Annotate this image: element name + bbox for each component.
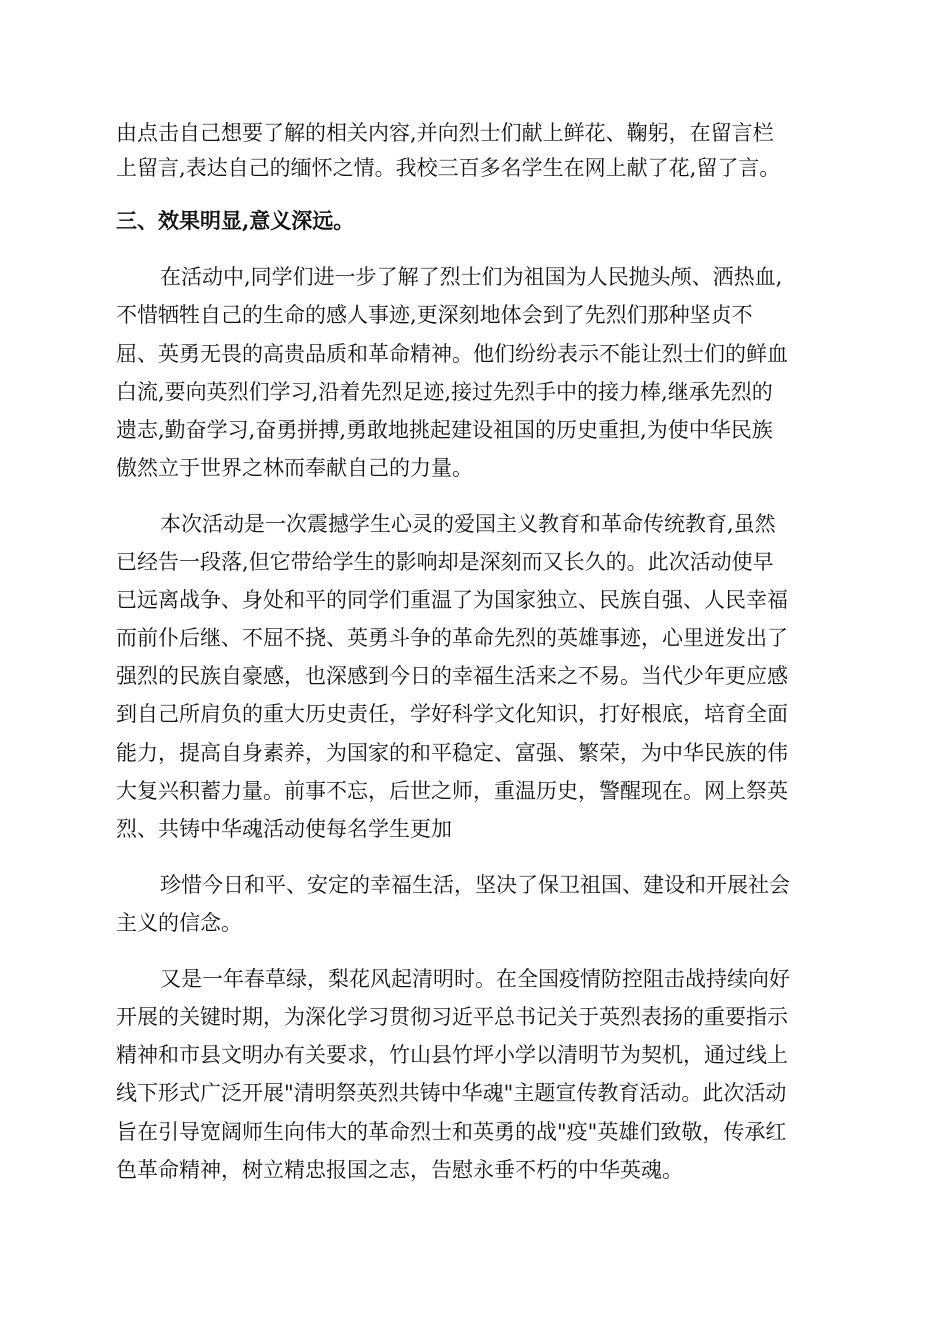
paragraph-line: 开展的关键时期，为深化学习贯彻习近平总书记关于英烈表扬的重要指示 bbox=[116, 1005, 788, 1029]
paragraph-line: 又是一年春草绿，梨花风起清明时。在全国疫情防控阻击战持续向好 bbox=[160, 967, 790, 991]
paragraph-line: 珍惜今日和平、安定的幸福生活，坚决了保卫祖国、建设和开展社会 bbox=[160, 873, 790, 897]
paragraph-line: 强烈的民族自豪感，也深感到今日的幸福生活来之不易。当代少年更应感 bbox=[116, 664, 788, 688]
paragraph-line: 白流,要向英烈们学习,沿着先烈足迹,接过先烈手中的接力棒,继承先烈的 bbox=[116, 380, 773, 404]
paragraph-line: 上留言,表达自己的缅怀之情。我校三百多名学生在网上献了花,留了言。 bbox=[116, 156, 781, 180]
paragraph-line: 而前仆后继、不屈不挠、英勇斗争的革命先烈的英雄事迹，心里迸发出了 bbox=[116, 626, 788, 650]
paragraph-line: 已远离战争、身处和平的同学们重温了为国家独立、民族自强、人民幸福 bbox=[116, 588, 788, 612]
paragraph-line: 能力，提高自身素养，为国家的和平稳定、富强、繁荣，为中华民族的伟 bbox=[116, 741, 788, 765]
paragraph-line: 不惜牺牲自己的生命的感人事迹,更深刻地体会到了先烈们那种坚贞不 bbox=[116, 303, 753, 327]
paragraph-line: 傲然立于世界之林而奉献自己的力量。 bbox=[116, 456, 473, 480]
paragraph-line: 线下形式广泛开展"清明祭英烈共铸中华魂"主题宣传教育活动。此次活动 bbox=[116, 1081, 787, 1105]
paragraph-line: 在活动中,同学们进一步了解了烈士们为祖国为人民抛头颅、洒热血, bbox=[160, 265, 783, 289]
paragraph-line: 本次活动是一次震撼学生心灵的爱国主义教育和革命传统教育,虽然 bbox=[160, 512, 776, 536]
paragraph-line: 由点击自己想要了解的相关内容,并向烈士们献上鲜花、鞠躬，在留言栏 bbox=[116, 121, 774, 145]
paragraph-line: 色革命精神，树立精忠报国之志，告慰永垂不朽的中华英魂。 bbox=[116, 1158, 683, 1182]
paragraph-line: 旨在引导宽阔师生向伟大的革命烈士和英勇的战"疫"英雄们致敬，传承红 bbox=[116, 1120, 787, 1144]
paragraph-line: 遗志,勤奋学习,奋勇拼搏,勇敢地挑起建设祖国的历史重担,为使中华民族 bbox=[116, 418, 773, 442]
paragraph-line: 精神和市县文明办有关要求，竹山县竹坪小学以清明节为契机，通过线上 bbox=[116, 1043, 788, 1067]
paragraph-line: 屈、英勇无畏的高贵品质和革命精神。他们纷纷表示不能让烈士们的鲜血 bbox=[116, 342, 788, 366]
paragraph-line: 烈、共铸中华魂活动使每名学生更加 bbox=[116, 817, 452, 841]
paragraph-line: 已经告一段落,但它带给学生的影响却是深刻而又长久的。此次活动使早 bbox=[116, 550, 774, 574]
paragraph-line: 大复兴积蓄力量。前事不忘，后世之师，重温历史，警醒现在。网上祭英 bbox=[116, 779, 788, 803]
section-heading: 三、效果明显,意义深远。 bbox=[116, 208, 355, 233]
paragraph-line: 到自己所肩负的重大历史责任，学好科学文化知识，打好根底，培育全面 bbox=[116, 702, 788, 726]
paragraph-line: 主义的信念。 bbox=[116, 911, 242, 935]
